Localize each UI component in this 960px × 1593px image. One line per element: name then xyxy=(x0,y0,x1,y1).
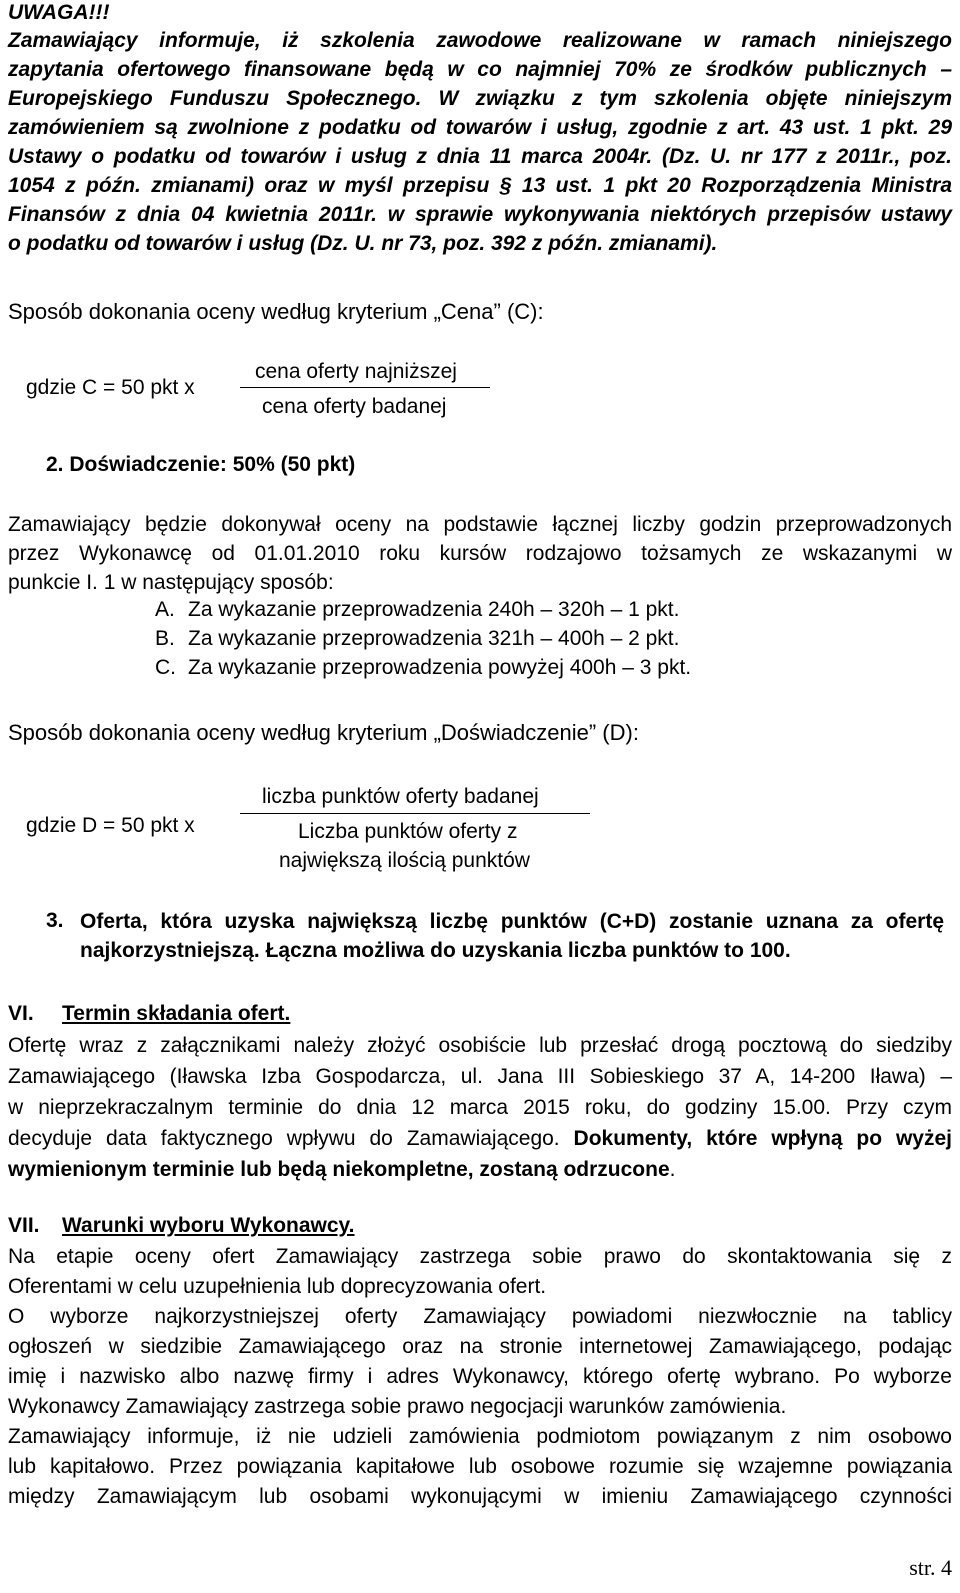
experience-criterion-heading: Sposób dokonania oceny według kryterium „Doświadczenie” (D): xyxy=(8,720,639,745)
section7-line: Zamawiający informuje, iż nie udzieli zamówienia podmiotom powiązanym z nim osobowo xyxy=(8,1425,952,1448)
price-formula-lhs: gdzie C = 50 pkt x xyxy=(26,376,195,399)
warning-line: 1054 z późn. zmianami) oraz w myśl przepisu § 13 ust. 1 pkt 20 Rozporządzenia Ministra xyxy=(8,174,952,197)
point3-number: 3. xyxy=(46,909,64,932)
experience-fraction-bar xyxy=(240,813,590,814)
list-item-text: Za wykazanie przeprowadzenia powyżej 400h – 3 pkt. xyxy=(188,656,692,679)
section7-paragraph xyxy=(8,1242,952,1512)
warning-line: zamówieniem są zwolnione z podatku od towarów i usług, zgodnie z art. 43 ust. 1 pkt. 29 xyxy=(8,116,952,139)
section6-line-bold-part: Dokumenty, które wpłyną po wyżej xyxy=(573,1127,953,1150)
section7-line: O wyborze najkorzystniejszej oferty Zamawiający powiadomi niezwłocznie na tablicy xyxy=(8,1305,952,1328)
experience-line: Zamawiający będzie dokonywał oceny na podstawie łącznej liczby godzin przeprowadzonych xyxy=(8,513,952,536)
list-letter: A. xyxy=(155,598,175,621)
section6-line-normal-part: decyduje data faktycznego wpływu do Zamawiającego. xyxy=(8,1127,574,1150)
section7-line: ogłoszeń w siedzibie Zamawiającego oraz na stronie internetowej Zamawiającego, podając xyxy=(8,1335,952,1358)
page-number: str. 4 xyxy=(909,1555,952,1580)
point3-line: Oferta, która uzyska największą liczbę punktów (C+D) zostanie uznana za ofertę xyxy=(80,910,944,933)
price-criterion-heading: Sposób dokonania oceny według kryterium „Cena” (C): xyxy=(8,299,544,324)
warning-title: UWAGA!!! xyxy=(8,1,110,24)
section7-line: lub kapitałowo. Przez powiązania kapitałowe lub osobowe rozumie się wzajemne powiązania xyxy=(8,1455,952,1478)
experience-heading: 2. Doświadczenie: 50% (50 pkt) xyxy=(46,453,356,476)
section7-numeral: VII. xyxy=(8,1214,40,1237)
warning-line: o podatku od towarów i usług (Dz. U. nr 73, poz. 392 z późn. zmianami). xyxy=(8,232,718,255)
list-item-text: Za wykazanie przeprowadzenia 321h – 400h – 2 pkt. xyxy=(188,627,680,650)
list-item-text: Za wykazanie przeprowadzenia 240h – 320h – 1 pkt. xyxy=(188,598,680,621)
warning-line: Zamawiający informuje, iż szkolenia zawodowe realizowane w ramach niniejszego xyxy=(8,29,952,52)
point3-line: najkorzystniejszą. Łączna możliwa do uzyskania liczba punktów to 100. xyxy=(80,939,791,962)
section7-line: Oferentami w celu uzupełnienia lub doprecyzowania ofert. xyxy=(8,1275,547,1298)
experience-formula-numerator: liczba punktów oferty badanej xyxy=(262,785,539,808)
price-fraction-bar xyxy=(240,387,490,388)
experience-item xyxy=(155,596,680,624)
section7-line: między Zamawiającym lub osobami wykonującymi w imieniu Zamawiającego czynności xyxy=(8,1485,952,1508)
section6-line xyxy=(8,1123,952,1154)
section6-line: Zamawiającego (Iławska Izba Gospodarcza, ul. Jana III Sobieskiego 37 A, 14-200 Iława) – xyxy=(8,1065,952,1088)
section7-line: imię i nazwisko albo nazwę firmy i adres Wykonawcy, którego ofertę wybrano. Po wyborze xyxy=(8,1365,952,1388)
section7-title: Warunki wyboru Wykonawcy. xyxy=(62,1214,355,1237)
experience-formula-lhs: gdzie D = 50 pkt x xyxy=(26,814,195,837)
section6-line: Ofertę wraz z załącznikami należy złożyć osobiście lub przesłać drogą pocztową do siedziby xyxy=(8,1034,952,1057)
warning-paragraph xyxy=(8,26,952,258)
experience-item xyxy=(155,654,692,682)
experience-formula-denominator-line1: Liczba punktów oferty z xyxy=(298,820,518,843)
section7-line: Na etapie oceny ofert Zamawiający zastrzega sobie prawo do skontaktowania się z xyxy=(8,1245,952,1268)
section6-paragraph xyxy=(8,1030,952,1185)
point3-paragraph xyxy=(80,907,944,965)
experience-line: przez Wykonawcę od 01.01.2010 roku kursów rodzajowo tożsamych ze wskazanymi w xyxy=(8,542,952,565)
section6-line: w nieprzekraczalnym terminie do dnia 12 marca 2015 roku, do godziny 15.00. Przy czym xyxy=(8,1096,952,1119)
section6-line xyxy=(8,1154,952,1185)
warning-line: Ustawy o podatku od towarów i usług z dnia 11 marca 2004r. (Dz. U. nr 177 z 2011r., poz. xyxy=(8,145,952,168)
list-letter: C. xyxy=(155,656,176,679)
section6-title: Termin składania ofert. xyxy=(62,1002,291,1025)
experience-line: punkcie I. 1 w następujący sposób: xyxy=(8,571,334,594)
warning-line: Europejskiego Funduszu Społecznego. W związku z tym szkolenia objęte niniejszym xyxy=(8,87,952,110)
list-letter: B. xyxy=(155,627,175,650)
price-formula-denominator: cena oferty badanej xyxy=(262,395,447,418)
section6-line-end: . xyxy=(669,1158,676,1181)
section7-line: Wykonawcy Zamawiający zastrzega sobie prawo negocjacji warunków zamówienia. xyxy=(8,1395,787,1418)
experience-item xyxy=(155,625,680,653)
price-formula-numerator: cena oferty najniższej xyxy=(255,360,457,383)
warning-line: Finansów z dnia 04 kwietnia 2011r. w sprawie wykonywania niektórych przepisów ustawy xyxy=(8,203,952,226)
experience-formula-denominator-line2: największą ilością punktów xyxy=(279,849,530,872)
section6-numeral: VI. xyxy=(8,1002,34,1025)
section6-line-bold-part: wymienionym terminie lub będą niekompletne, zostaną odrzucone xyxy=(8,1158,670,1181)
experience-paragraph xyxy=(8,510,952,597)
warning-line: zapytania ofertowego finansowane będą w co najmniej 70% ze środków publicznych – xyxy=(8,58,952,81)
